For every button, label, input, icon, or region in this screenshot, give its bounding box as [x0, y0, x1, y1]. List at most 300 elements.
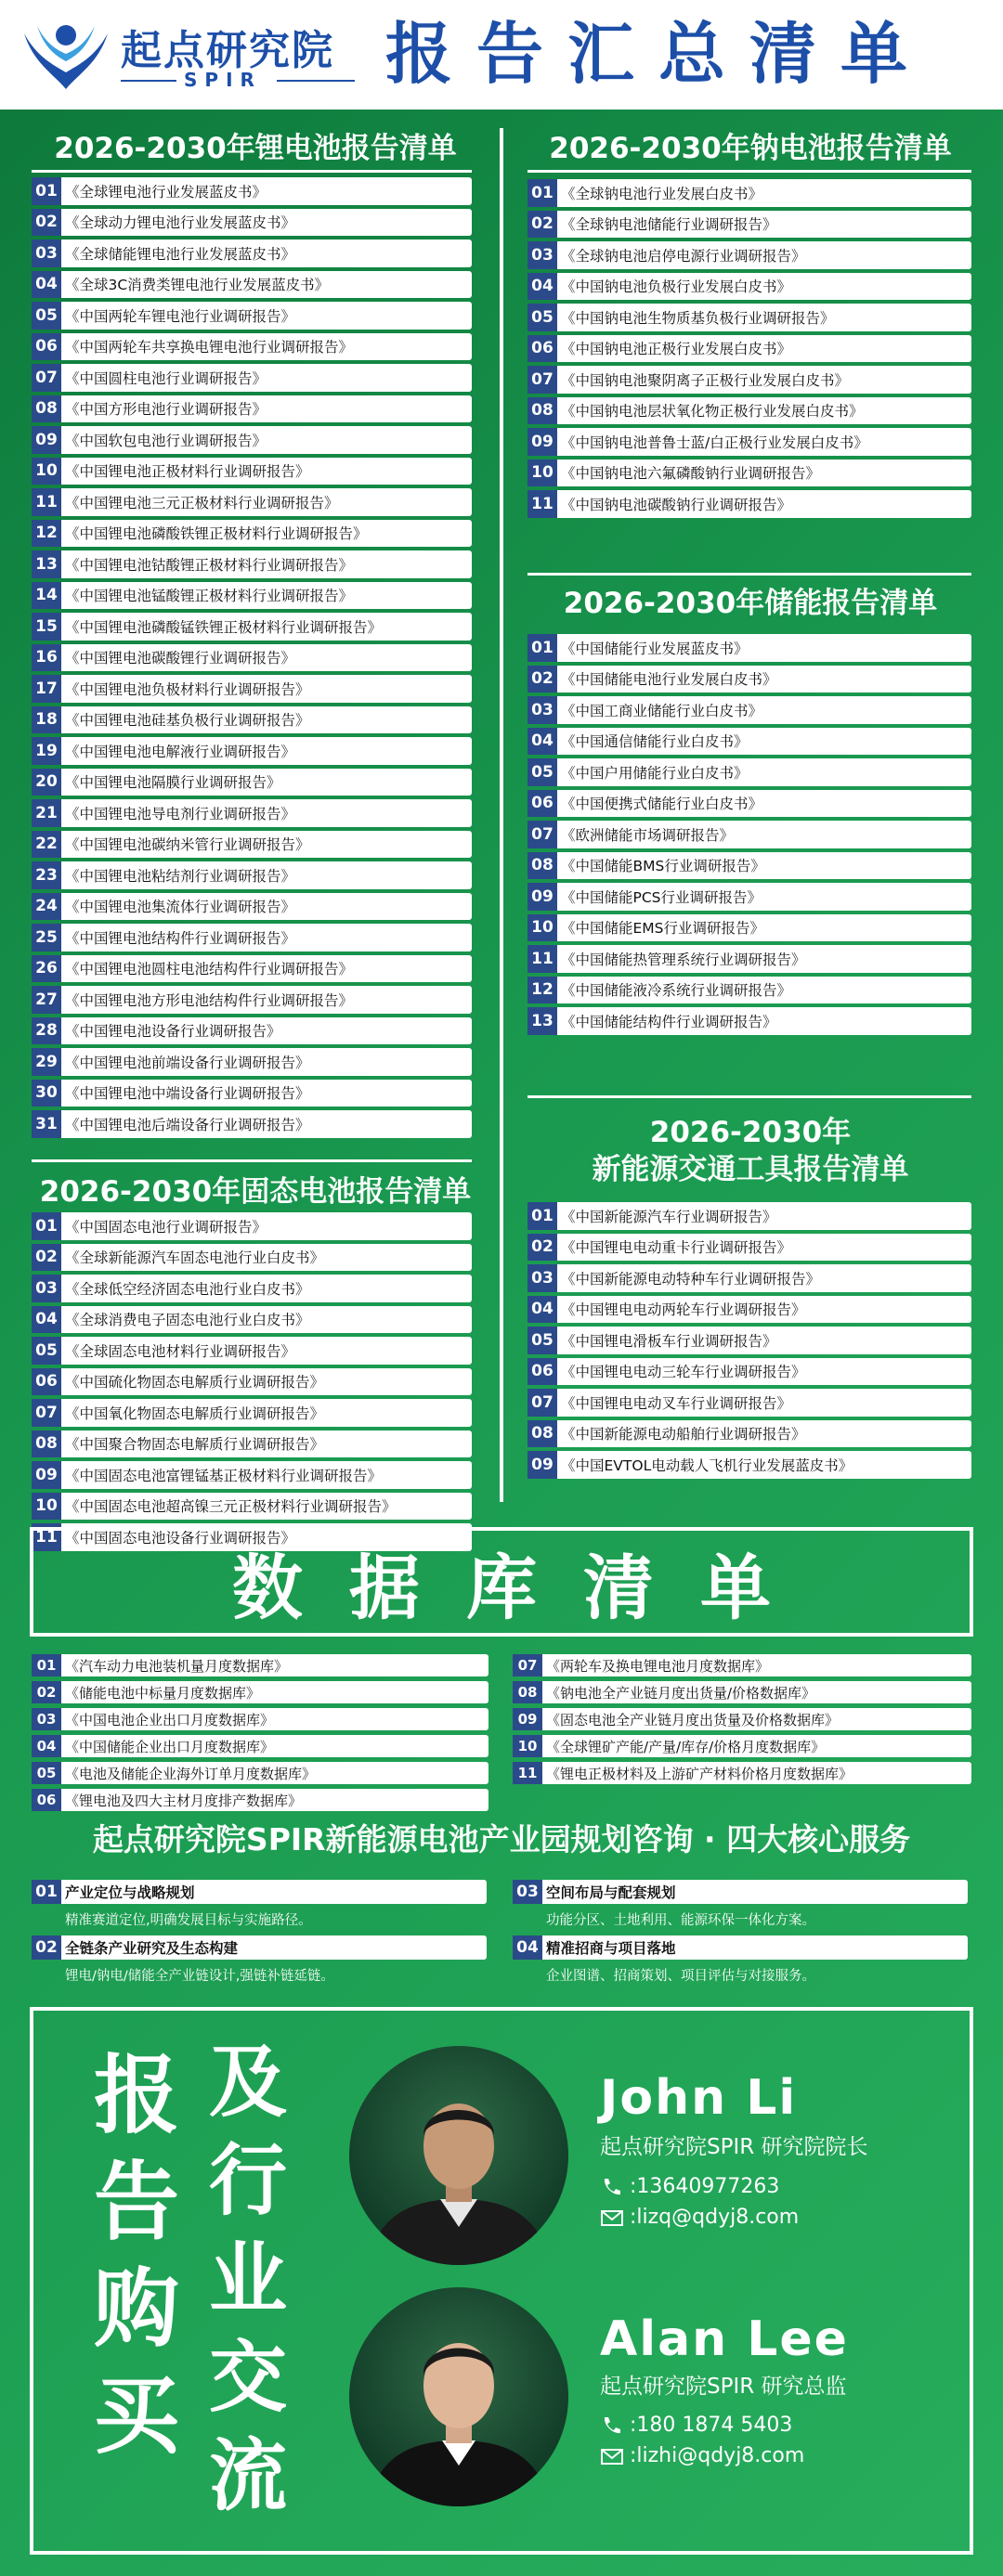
item-text: 《全球消费电子固态电池行业白皮书》 — [65, 1312, 310, 1329]
item-text: 《中国户用储能行业白皮书》 — [561, 764, 749, 782]
list-item — [32, 1708, 488, 1730]
item-number: 10 — [528, 460, 557, 487]
item-number: 27 — [32, 986, 61, 1014]
list-item — [528, 1451, 971, 1479]
item-number: 16 — [32, 644, 61, 672]
item-text: 《中国锂电滑板车行业调研报告》 — [561, 1332, 777, 1350]
service-desc: 功能分区、土地利用、能源环保一体化方案。 — [546, 1913, 815, 1928]
lithium-report-list — [32, 177, 472, 1142]
item-number: 09 — [32, 1461, 61, 1489]
phone-number: :13640977263 — [630, 2175, 780, 2198]
list-item — [32, 737, 472, 765]
logo-sub: SPIR — [184, 69, 262, 91]
list-item — [528, 490, 971, 518]
item-number: 03 — [32, 1275, 61, 1302]
list-item — [528, 1327, 971, 1354]
list-item — [32, 955, 472, 983]
item-number: 09 — [528, 883, 557, 911]
list-item — [32, 520, 472, 548]
list-item — [32, 239, 472, 267]
item-number: 06 — [32, 333, 61, 361]
item-text: 《钠电池全产业链月度出货量/价格数据库》 — [546, 1684, 816, 1702]
slogan-char: 及 — [208, 2037, 287, 2128]
item-text: 《中国钠电池正极行业发展白皮书》 — [561, 341, 792, 358]
item-text: 《中国固态电池超高镍三元正极材料行业调研报告》 — [65, 1498, 397, 1516]
item-number: 04 — [32, 271, 61, 299]
contact-role: 起点研究院SPIR 研究总监 — [600, 2375, 847, 2399]
item-number: 06 — [528, 790, 557, 818]
item-number: 25 — [32, 924, 61, 951]
slogan-char: 流 — [208, 2430, 287, 2521]
logo-divider — [121, 80, 176, 82]
page-title: 报告汇总清单 — [385, 15, 932, 93]
services-title: 起点研究院SPIR新能源电池产业园规划咨询 · 四大核心服务 — [92, 1821, 911, 1858]
item-text: 《全球锂电池行业发展蓝皮书》 — [65, 183, 267, 201]
list-item — [32, 861, 472, 889]
list-item — [32, 613, 472, 641]
item-number: 03 — [32, 1708, 61, 1730]
item-text: 《中国钠电池六氟磷酸钠行业调研报告》 — [561, 465, 821, 483]
item-number: 28 — [32, 1017, 61, 1045]
section-rule — [528, 170, 971, 173]
contact-name: John Li — [600, 2070, 798, 2126]
item-text: 《中国钠电池聚阴离子正极行业发展白皮书》 — [561, 371, 850, 389]
item-text: 《中国便携式储能行业白皮书》 — [561, 796, 763, 813]
item-text: 《中国储能PCS行业调研报告》 — [561, 888, 762, 906]
item-text: 《中国储能热管理系统行业调研报告》 — [561, 951, 806, 968]
item-number: 08 — [32, 1430, 61, 1458]
item-number: 02 — [32, 1935, 61, 1960]
item-text: 《中国锂电电动三轮车行业调研报告》 — [561, 1364, 806, 1381]
item-number: 06 — [528, 1358, 557, 1386]
item-text: 《中国锂电池后端设备行业调研报告》 — [65, 1116, 310, 1133]
item-text: 《中国锂电池结构件行业调研报告》 — [65, 929, 296, 947]
item-number: 09 — [528, 1451, 557, 1479]
list-item — [528, 790, 971, 818]
item-text: 《中国锂电池隔膜行业调研报告》 — [65, 774, 281, 792]
list-item — [528, 945, 971, 973]
list-item — [32, 1306, 472, 1334]
vehicle-report-list — [528, 1202, 971, 1482]
database-list-right — [513, 1654, 971, 1789]
item-number: 07 — [528, 821, 557, 848]
phone-icon — [600, 2414, 624, 2437]
list-item — [528, 428, 971, 456]
item-text: 《中国新能源汽车行业调研报告》 — [561, 1208, 777, 1225]
service-desc: 锂电/钠电/储能全产业链设计,强链补链延链。 — [65, 1969, 334, 1984]
item-text: 《中国EVTOL电动载人飞机行业发展蓝皮书》 — [561, 1456, 853, 1474]
item-text: 《中国锂电电动叉车行业调研报告》 — [561, 1394, 792, 1412]
item-number: 10 — [528, 914, 557, 942]
slogan-column-1 — [85, 2042, 188, 2469]
list-item — [528, 335, 971, 363]
list-item — [32, 364, 472, 392]
item-number: 11 — [32, 488, 61, 516]
list-item — [32, 1493, 472, 1521]
item-text: 《中国固态电池行业调研报告》 — [65, 1218, 267, 1236]
service-label: 产业定位与战略规划 — [65, 1884, 195, 1901]
item-number: 04 — [528, 1296, 557, 1324]
item-number: 30 — [32, 1080, 61, 1107]
list-item — [528, 634, 971, 662]
item-text: 《中国软包电池行业调研报告》 — [65, 432, 267, 449]
item-number: 09 — [513, 1708, 542, 1730]
list-item — [528, 883, 971, 911]
item-number: 13 — [32, 550, 61, 578]
list-item — [528, 273, 971, 301]
item-number: 07 — [528, 366, 557, 394]
list-item — [32, 302, 472, 330]
solid-report-list — [32, 1212, 472, 1555]
item-number: 29 — [32, 1048, 61, 1076]
list-item — [528, 821, 971, 848]
item-text: 《中国锂电池前端设备行业调研报告》 — [65, 1054, 310, 1071]
person-icon — [349, 2287, 568, 2506]
list-item — [32, 1461, 472, 1489]
item-number: 04 — [528, 728, 557, 756]
item-number: 23 — [32, 861, 61, 889]
list-item — [32, 488, 472, 516]
list-item — [32, 333, 472, 361]
item-text: 《全球钠电池启停电源行业调研报告》 — [561, 247, 806, 265]
item-text: 《电池及储能企业海外订单月度数据库》 — [65, 1765, 317, 1782]
service-item — [32, 1935, 487, 1985]
item-text: 《中国锂电池粘结剂行业调研报告》 — [65, 867, 296, 885]
list-item — [528, 852, 971, 880]
service-item — [513, 1935, 968, 1985]
item-number: 10 — [513, 1735, 542, 1757]
item-number: 05 — [528, 758, 557, 786]
spir-logo-icon — [20, 17, 111, 95]
list-item — [32, 706, 472, 734]
list-item — [32, 458, 472, 485]
alan-lee-photo — [349, 2287, 568, 2506]
item-text: 《中国锂电池硅基负极行业调研报告》 — [65, 712, 310, 730]
slogan-char: 报 — [93, 2046, 179, 2145]
list-item — [528, 1264, 971, 1292]
item-text: 《中国电池企业出口月度数据库》 — [65, 1711, 275, 1728]
item-text: 《汽车动力电池装机量月度数据库》 — [65, 1657, 289, 1675]
logo-divider — [277, 80, 355, 82]
contact-phone[interactable] — [600, 2175, 779, 2198]
item-text: 《中国通信储能行业白皮书》 — [561, 733, 749, 751]
item-number: 03 — [32, 239, 61, 267]
item-number: 09 — [32, 426, 61, 454]
item-text: 《中国锂电池中端设备行业调研报告》 — [65, 1085, 310, 1103]
person-icon — [349, 2046, 568, 2265]
service-label: 空间布局与配套规划 — [546, 1884, 676, 1901]
item-text: 《锂电池及四大主材月度排产数据库》 — [65, 1792, 303, 1809]
list-item — [32, 1244, 472, 1272]
list-item — [32, 799, 472, 827]
item-text: 《全球新能源汽车固态电池行业白皮书》 — [65, 1249, 325, 1267]
list-item — [513, 1735, 971, 1757]
list-item — [32, 1368, 472, 1396]
solid-section-title: 2026-2030年固态电池报告清单 — [39, 1175, 472, 1209]
list-item — [32, 1048, 472, 1076]
item-text: 《欧洲储能市场调研报告》 — [561, 826, 735, 844]
list-item — [528, 696, 971, 724]
item-text: 《中国储能BMS行业调研报告》 — [561, 858, 765, 875]
list-item — [32, 395, 472, 423]
item-number: 20 — [32, 769, 61, 796]
contact-phone[interactable] — [600, 2414, 792, 2437]
list-item — [528, 179, 971, 207]
contact-name: Alan Lee — [600, 2311, 849, 2367]
contact-role: 起点研究院SPIR 研究院院长 — [600, 2135, 868, 2159]
item-number: 08 — [513, 1681, 542, 1703]
item-text: 《储能电池中标量月度数据库》 — [65, 1684, 261, 1702]
item-number: 04 — [32, 1306, 61, 1334]
item-text: 《中国锂电池碳酸锂行业调研报告》 — [65, 650, 296, 667]
list-item — [513, 1762, 971, 1784]
item-number: 01 — [528, 1202, 557, 1230]
slogan-char: 交 — [208, 2332, 287, 2423]
item-text: 《中国储能行业发展蓝皮书》 — [561, 640, 749, 657]
item-number: 03 — [528, 241, 557, 269]
list-item — [32, 426, 472, 454]
storage-section-title: 2026-2030年储能报告清单 — [563, 587, 938, 620]
service-label: 全链条产业研究及生态构建 — [65, 1940, 239, 1957]
section-rule — [528, 573, 971, 576]
logo-name: 起点研究院 — [121, 27, 334, 74]
item-number: 11 — [32, 1523, 61, 1551]
phone-icon — [600, 2176, 624, 2198]
list-item — [32, 209, 472, 237]
slogan-char: 告 — [93, 2153, 179, 2252]
service-item — [32, 1880, 487, 1929]
item-number: 07 — [32, 1399, 61, 1427]
item-number: 04 — [32, 1735, 61, 1757]
item-text: 《中国工商业储能行业白皮书》 — [561, 702, 763, 719]
vehicle-section-title-line1: 2026-2030年 — [649, 1116, 852, 1149]
item-text: 《全球钠电池行业发展白皮书》 — [561, 185, 763, 202]
list-item — [32, 644, 472, 672]
item-number: 08 — [528, 1420, 557, 1448]
contact-email[interactable] — [600, 2444, 804, 2467]
list-item — [528, 977, 971, 1004]
service-label: 精准招商与项目落地 — [546, 1940, 676, 1957]
item-number: 12 — [32, 520, 61, 548]
item-number: 06 — [32, 1368, 61, 1396]
list-item — [32, 1789, 488, 1811]
item-number: 01 — [32, 1654, 61, 1676]
list-item — [528, 1202, 971, 1230]
item-number: 07 — [32, 364, 61, 392]
list-item — [32, 1430, 472, 1458]
item-text: 《全球3C消费类锂电池行业发展蓝皮书》 — [65, 277, 330, 294]
list-item — [32, 893, 472, 921]
item-number: 05 — [528, 1327, 557, 1354]
list-item — [528, 758, 971, 786]
item-text: 《中国硫化物固态电解质行业调研报告》 — [65, 1374, 325, 1392]
item-number: 31 — [32, 1110, 61, 1138]
list-item — [528, 366, 971, 394]
list-item — [528, 1420, 971, 1448]
item-number: 14 — [32, 582, 61, 610]
list-item — [528, 397, 971, 425]
item-number: 13 — [528, 1007, 557, 1035]
item-text: 《中国储能结构件行业调研报告》 — [561, 1013, 777, 1030]
item-number: 11 — [513, 1762, 542, 1784]
item-number: 02 — [32, 1244, 61, 1272]
list-item — [32, 924, 472, 951]
email-address: :lizq@qdyj8.com — [630, 2206, 800, 2229]
column-divider — [500, 128, 503, 1502]
item-number: 18 — [32, 706, 61, 734]
item-text: 《中国锂电池锰酸锂正极材料行业调研报告》 — [65, 588, 354, 605]
list-item — [528, 914, 971, 942]
item-text: 《固态电池全产业链月度出货量及价格数据库》 — [546, 1711, 840, 1728]
item-text: 《全球锂矿产能/产量/库存/价格月度数据库》 — [546, 1738, 826, 1755]
item-text: 《中国聚合物固态电解质行业调研报告》 — [65, 1436, 325, 1454]
item-text: 《锂电正极材料及上游矿产材料价格月度数据库》 — [546, 1765, 853, 1782]
list-item — [32, 769, 472, 796]
item-text: 《中国锂电池钴酸锂正极材料行业调研报告》 — [65, 556, 354, 574]
item-number: 01 — [528, 634, 557, 662]
list-item — [32, 1735, 488, 1757]
item-number: 26 — [32, 955, 61, 983]
service-desc: 精准赛道定位,明确发展目标与实施路径。 — [65, 1913, 312, 1928]
item-text: 《中国氧化物固态电解质行业调研报告》 — [65, 1405, 325, 1422]
item-text: 《中国两轮车锂电池行业调研报告》 — [65, 307, 296, 325]
item-number: 04 — [528, 273, 557, 301]
section-rule — [32, 1159, 472, 1162]
item-number: 12 — [528, 977, 557, 1004]
header — [0, 0, 1003, 110]
list-item — [528, 1007, 971, 1035]
list-item — [32, 986, 472, 1014]
list-item — [513, 1654, 971, 1676]
item-text: 《中国锂电电动两轮车行业调研报告》 — [561, 1301, 806, 1319]
item-text: 《中国钠电池层状氧化物正极行业发展白皮书》 — [561, 403, 864, 421]
item-text: 《中国锂电池磷酸铁锂正极材料行业调研报告》 — [65, 525, 368, 543]
item-number: 07 — [528, 1389, 557, 1417]
item-text: 《中国钠电池负极行业发展白皮书》 — [561, 278, 792, 296]
slogan-char: 买 — [93, 2366, 179, 2466]
list-item — [32, 831, 472, 859]
vehicle-section-title-line2: 新能源交通工具报告清单 — [592, 1153, 909, 1186]
item-text: 《中国新能源电动特种车行业调研报告》 — [561, 1270, 821, 1288]
item-text: 《中国储能EMS行业调研报告》 — [561, 920, 765, 938]
item-number: 01 — [32, 1880, 61, 1904]
section-rule — [32, 170, 472, 173]
list-item — [32, 1337, 472, 1365]
item-number: 02 — [32, 1681, 61, 1703]
item-text: 《中国储能企业出口月度数据库》 — [65, 1738, 275, 1755]
item-number: 24 — [32, 893, 61, 921]
list-item — [32, 1110, 472, 1138]
item-text: 《中国锂电池方形电池结构件行业调研报告》 — [65, 991, 354, 1009]
database-banner — [30, 1527, 973, 1637]
item-text: 《中国固态电池富锂锰基正极材料行业调研报告》 — [65, 1467, 383, 1484]
list-item — [528, 211, 971, 239]
item-text: 《全球低空经济固态电池行业白皮书》 — [65, 1280, 310, 1298]
item-number: 19 — [32, 737, 61, 765]
item-text: 《中国锂电池三元正极材料行业调研报告》 — [65, 494, 339, 511]
item-number: 09 — [528, 428, 557, 456]
item-number: 05 — [528, 304, 557, 331]
lithium-section-title: 2026-2030年锂电池报告清单 — [54, 132, 457, 165]
sodium-report-list — [528, 179, 971, 522]
list-item — [32, 1212, 472, 1240]
phone-number: :180 1874 5403 — [630, 2414, 793, 2437]
list-item — [32, 1017, 472, 1045]
item-text: 《全球固态电池材料行业调研报告》 — [65, 1342, 296, 1360]
mail-icon — [600, 2207, 624, 2229]
item-text: 《中国固态电池设备行业调研报告》 — [65, 1529, 296, 1547]
list-item — [513, 1681, 971, 1703]
item-text: 《两轮车及换电锂电池月度数据库》 — [546, 1657, 770, 1675]
item-number: 03 — [528, 1264, 557, 1292]
item-number: 05 — [32, 302, 61, 330]
slogan-char: 业 — [208, 2233, 287, 2324]
email-address: :lizhi@qdyj8.com — [630, 2444, 805, 2467]
section-rule — [528, 1095, 971, 1098]
item-text: 《中国锂电池负极材料行业调研报告》 — [65, 680, 310, 698]
slogan-column-2 — [197, 2033, 299, 2525]
item-text: 《中国两轮车共享换电锂电池行业调研报告》 — [65, 339, 354, 356]
service-desc: 企业图谱、招商策划、项目评估与对接服务。 — [546, 1969, 815, 1984]
item-number: 02 — [528, 666, 557, 693]
item-number: 02 — [32, 209, 61, 237]
list-item — [32, 550, 472, 578]
item-text: 《中国钠电池生物质基负极行业调研报告》 — [561, 309, 835, 327]
item-text: 《中国锂电池电解液行业调研报告》 — [65, 743, 296, 760]
list-item — [32, 582, 472, 610]
john-li-photo — [349, 2046, 568, 2265]
item-text: 《中国锂电池设备行业调研报告》 — [65, 1023, 281, 1041]
slogan-char: 购 — [93, 2259, 179, 2359]
item-number: 08 — [528, 397, 557, 425]
contact-email[interactable] — [600, 2206, 799, 2229]
sodium-section-title: 2026-2030年钠电池报告清单 — [549, 132, 952, 165]
item-number: 17 — [32, 675, 61, 703]
item-text: 《中国锂电池集流体行业调研报告》 — [65, 899, 296, 916]
item-number: 05 — [32, 1337, 61, 1365]
item-text: 《中国储能液冷系统行业调研报告》 — [561, 982, 792, 1000]
item-text: 《中国钠电池普鲁士蓝/白正极行业发展白皮书》 — [561, 434, 868, 451]
item-text: 《中国储能电池行业发展白皮书》 — [561, 671, 777, 689]
item-number: 02 — [528, 211, 557, 239]
item-text: 《中国锂电池导电剂行业调研报告》 — [65, 805, 296, 822]
item-text: 《全球储能锂电池行业发展蓝皮书》 — [65, 245, 296, 263]
item-number: 07 — [513, 1654, 542, 1676]
item-text: 《中国锂电池正极材料行业调研报告》 — [65, 463, 310, 481]
storage-report-list — [528, 634, 971, 1039]
mail-icon — [600, 2445, 624, 2467]
item-number: 11 — [528, 945, 557, 973]
item-number: 06 — [32, 1789, 61, 1811]
item-number: 21 — [32, 799, 61, 827]
list-item — [32, 271, 472, 299]
item-number: 01 — [528, 179, 557, 207]
item-text: 《中国钠电池碳酸钠行业调研报告》 — [561, 496, 792, 513]
item-number: 22 — [32, 831, 61, 859]
item-text: 《中国锂电池圆柱电池结构件行业调研报告》 — [65, 961, 354, 978]
item-number: 05 — [32, 1762, 61, 1784]
item-number: 08 — [528, 852, 557, 880]
item-number: 15 — [32, 613, 61, 641]
list-item — [528, 241, 971, 269]
item-number: 10 — [32, 458, 61, 485]
item-text: 《中国圆柱电池行业调研报告》 — [65, 369, 267, 387]
list-item — [528, 1296, 971, 1324]
item-number: 01 — [32, 177, 61, 205]
list-item — [528, 666, 971, 693]
item-number: 04 — [513, 1935, 542, 1960]
item-text: 《中国方形电池行业调研报告》 — [65, 401, 267, 419]
